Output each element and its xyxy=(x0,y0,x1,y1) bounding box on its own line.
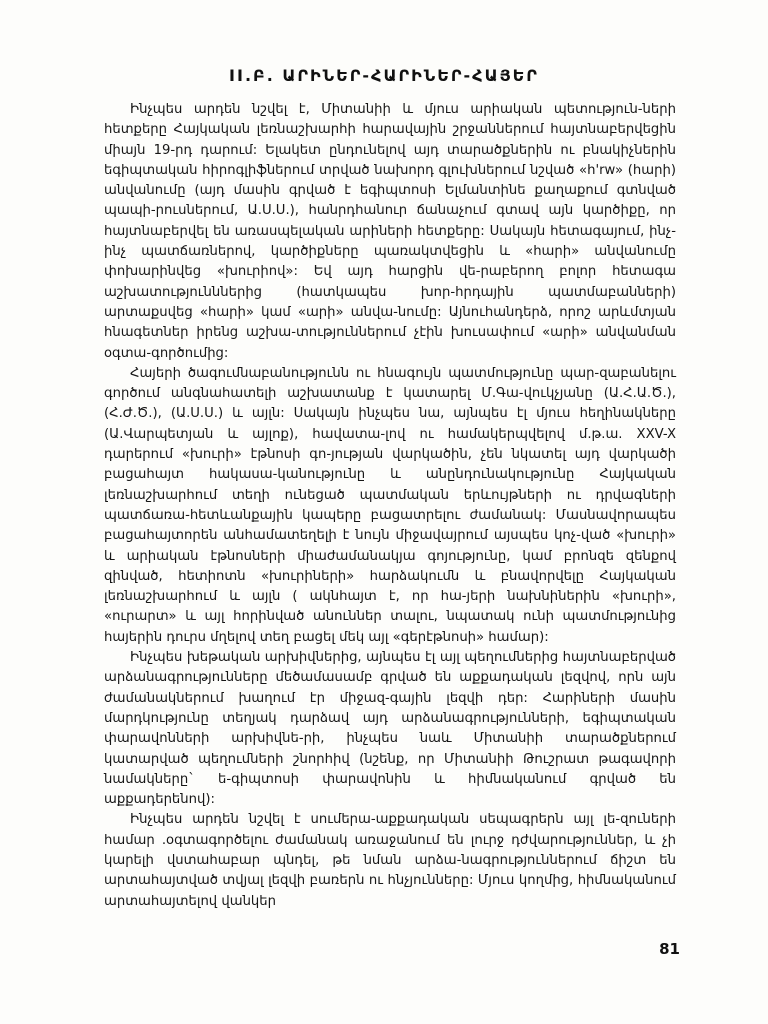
paragraph-2: Հայերի ծագումնաբանությունն ու հնագույն պատմությունը պար-զաբանելու գործում անգնահատելի աշխատանք է կատարել Մ.Գա-վուկչյանը (Ա.Հ.Ա.Ծ.), (Հ.Ժ.Ծ.), (Ա.Ս.Ս.) և այլն: Սակայն ինչպես նա, այնպես էլ մյուս հեղինակները (Ա.Վարպետյան և այլոք), հավատա-լով ու համակերպվելով մ.թ.ա. XXV-X դարերում «խուրի» էթնոսի գո-յության վարկածին, չեն նկատել այդ վարկածի բացահայտ հակասա-կանությունը և անընդունակությունը Հայկական լեռնաշխարհում տեղի ունեցած պատմական երևույթների ու դրվագների պատճառա-հետևանքային կապերը բացատրելու ժամանակ: Մասնավորապես բացահայտորեն անհամատեղելի է նույն միջավայրում այսպես կոչ-ված «խուրի» և արիական էթնոսների միաժամանակյա գոյությունը, կամ բրոնզե զենքով զինված, հետիոտն «խուրիների» հարձակումն և բնավորվելը Հայկական լեռնաշխարհում և այլն ( ակնհայտ է, որ հա-յերի նախնիներին «խուրի», «ուրարտ» և այլ հորինված անուններ տալու, նպատակ ունի պատմությունից հայերին դուրս մղելով տեղ բացել մեկ այլ «գերէթնոսի» համար): xyxy=(104,365,676,645)
section-heading: II.Բ. ԱՐԻՆԵՐ-ՀԱՐԻՆԵՐ-ՀԱՅԵՐ xyxy=(229,66,539,85)
page-number: 81 xyxy=(659,940,680,958)
body-text xyxy=(104,100,676,912)
paragraph-4: Ինչպես արդեն նշվել է սումերա-աքքադական սեպագրերն այլ լե-զուների համար .օգտագործելու ժամանակ առաջանում են լուրջ դժվարություններ, և չի կարելի վստահաբար պնդել, թե նման արձա-նագրություններում ճիշտ են արտահայտված տվյալ լեզվի բառերն ու հնչյունները: Մյուս կողմից, հիմնականում արտահայտելով վանկեր xyxy=(104,812,676,909)
paragraph-1: Ինչպես արդեն նշվել է, Միտանիի և մյուս արիական պետություն-ների հետքերը Հայկական լեռնաշխարհի հարավային շրջաններում հայտնաբերվեցին միայն 19-րդ դարում: Ելակետ ընդունելով այդ տարածքներին ու բնակիչներին եգիպտական հիրոգլիֆներում տրված նախորդ գլուխներում նշված «h'rw» (հարի) անվանումը (այդ մասին գրված է եգիպտոսի Ելմանտինե քաղաքում գտնված պապի-րուսներում, Ա.Ս.Ս.), հանրդհանուր ճանաչում գտավ այն կարծիքը, որ հայտնաբերվել են առասպելական արիների հետքերը: Սակայն հետագայում, ինչ-ինչ պատճառներով, կարծիքները պառակտվեցին և «հարի» անվանումը փոխարինվեց «խուրիով»: Եվ այդ հարցին վե-րաբերող բոլոր հետագա աշխատությունններից (հատկապես խոր-հրդային պատմաբանների) արտաքսվեց «հարի» կամ «արի» անվա-նումը: Այնուհանդերձ, որոշ արևմտյան հնագետներ իրենց աշխա-տություններում չէին խուսափում «արի» անվանման օգտա-գործումից: xyxy=(104,102,676,361)
paragraph-3: Ինչպես խեթական արխիվներից, այնպես էլ այլ պեղումներից հայտնաբերված արձանագրությունները մեծամասամբ գրված են աքքադական լեզվով, որն այն ժամանակներում խաղում էր միջազ-գային լեզվի դեր: Հարիների մասին մարդկությունը տեղյակ դարձավ այդ արձանագրությունների, եգիպտական փարավոնների արխիվնե-րի, ինչպես նաև Միտանիի տարածքներում կատարված պեղումների շնորհիվ (նշենք, որ Միտանիի Թուշրատ թագավորի նամակները` ե-գիպտոսի փարավոնին և հիմնականում գրված են աքքադերենով): xyxy=(104,650,676,808)
